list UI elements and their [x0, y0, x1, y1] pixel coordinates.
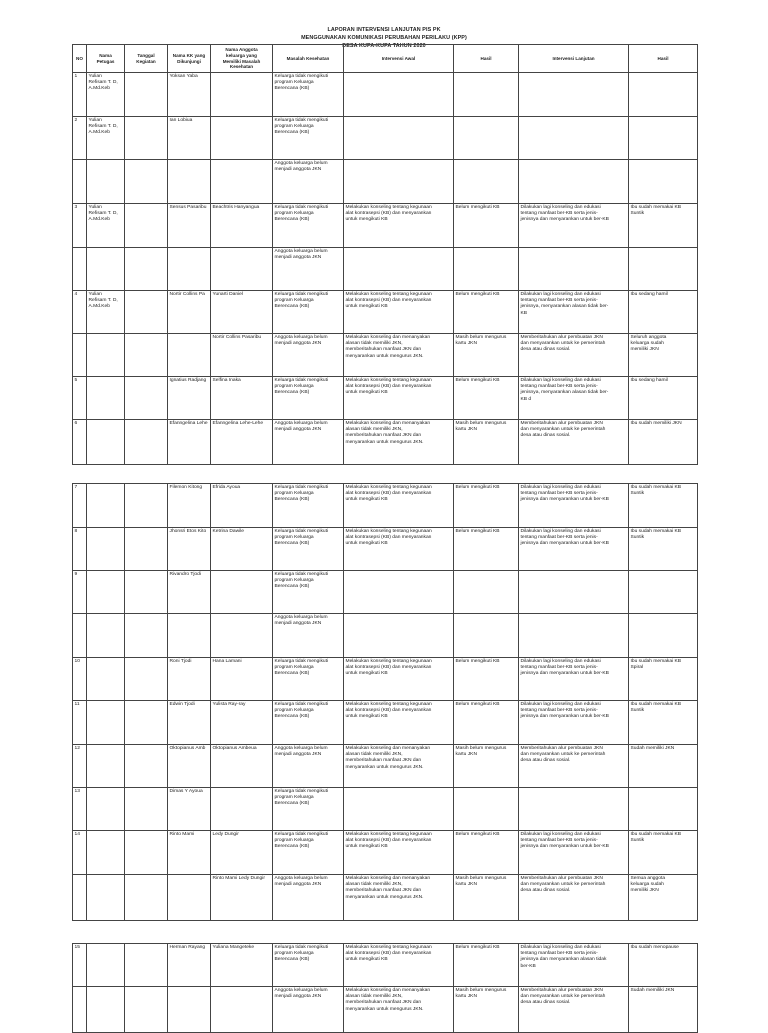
- cell-tanggal: [125, 160, 168, 204]
- cell-kk-name: Edwin Tjodi: [168, 701, 211, 745]
- cell-initial-intervention: Melakukan konseling tentang kegunaan alat kontrasepsi (KB) dan menyarankan untuk mengikuti KB: [344, 831, 454, 875]
- cell-followup-result: Ibu sudah memiliki JKN: [629, 420, 698, 465]
- cell-initial-result: Belum mengikuti KB: [454, 484, 519, 528]
- cell-health-problem: Keluarga tidak mengikuti program Keluarga Berencana (KB): [273, 291, 344, 334]
- cell-health-problem: Anggota keluarga belum menjadi anggota JKN: [273, 160, 344, 204]
- table-header-row: [73, 45, 698, 73]
- cell-member-name: Ketrina Dawile: [211, 528, 273, 571]
- cell-tanggal: [125, 73, 168, 117]
- cell-initial-intervention: Melakukan konseling tentang kegunaan alat kontrasepsi (KB) dan menyarankan untuk mengikuti KB: [344, 658, 454, 701]
- cell-tanggal: [125, 377, 168, 420]
- table-row: [73, 377, 698, 420]
- table-row: [73, 73, 698, 117]
- cell-no: [73, 875, 87, 921]
- table-row: [73, 248, 698, 291]
- cell-initial-result: Masih belum mengurus kartu JKN: [454, 875, 519, 921]
- cell-member-name: [211, 117, 273, 160]
- cell-followup-result: Sudah memiliki JKN: [629, 745, 698, 788]
- cell-no: 1: [73, 73, 87, 117]
- cell-followup-result: Ibu sudah memakai KB Suntik: [629, 701, 698, 745]
- cell-no: 6: [73, 420, 87, 465]
- report-table-page-1: [72, 44, 698, 465]
- cell-initial-intervention: [344, 117, 454, 160]
- cell-no: 7: [73, 484, 87, 528]
- cell-no: 9: [73, 571, 87, 614]
- header-kk-name: Nama KK yang Dikunjungi: [168, 45, 211, 73]
- cell-followup-intervention: [519, 160, 629, 204]
- cell-initial-result: [454, 571, 519, 614]
- cell-member-name: [211, 987, 273, 1033]
- table-row: [73, 528, 698, 571]
- cell-member-name: Beachtris Hanyangua: [211, 204, 273, 248]
- cell-no: [73, 160, 87, 204]
- cell-initial-intervention: Melakukan konseling dan menanyakan alasan tidak memiliki JKN, memberitahukan manfaat JKN dan menyarankan untuk mengurus JKN.: [344, 875, 454, 921]
- cell-initial-intervention: Melakukan konseling dan menanyakan alasan tidak memiliki JKN, memberitahukan manfaat JKN dan menyarankan untuk mengurus JKN.: [344, 745, 454, 788]
- cell-member-name: [211, 788, 273, 831]
- cell-tanggal: [125, 701, 168, 745]
- cell-kk-name: Rivandro Tjodi: [168, 571, 211, 614]
- cell-petugas: [87, 987, 125, 1033]
- report-title-line3: DESA KUPA-KUPA TAHUN 2020: [342, 43, 426, 49]
- cell-health-problem: Keluarga tidak mengikuti program Keluarga Berencana (KB): [273, 377, 344, 420]
- cell-petugas: [87, 875, 125, 921]
- table-row: [73, 701, 698, 745]
- cell-health-problem: Keluarga tidak mengikuti program Keluarga Berencana (KB): [273, 944, 344, 987]
- cell-followup-intervention: Memberitahukan alur pembuatan JKN dan menyarankan untuk ke pemerintah desa atau dinas sosial.: [519, 987, 629, 1033]
- cell-petugas: Yulian Refisam T. D, A.Md.Keb: [87, 73, 125, 117]
- cell-petugas: [87, 248, 125, 291]
- cell-health-problem: Keluarga tidak mengikuti program Keluarga Berencana (KB): [273, 484, 344, 528]
- cell-initial-intervention: Melakukan konseling tentang kegunaan alat kontrasepsi (KB) dan menyarankan untuk mengikuti KB: [344, 701, 454, 745]
- cell-petugas: Yulian Refisam T. D, A.Md.Keb: [87, 204, 125, 248]
- cell-member-name: Efrida Ayoua: [211, 484, 273, 528]
- cell-followup-result: Ibu sudah memakai KB Spiral: [629, 658, 698, 701]
- table-row: [73, 944, 698, 987]
- cell-petugas: Yulian Refisam T. D, A.Md.Keb: [87, 117, 125, 160]
- cell-tanggal: [125, 875, 168, 921]
- cell-followup-result: [629, 614, 698, 658]
- cell-petugas: [87, 160, 125, 204]
- cell-no: [73, 248, 87, 291]
- cell-tanggal: [125, 745, 168, 788]
- cell-initial-result: Belum mengikuti KB: [454, 944, 519, 987]
- cell-followup-intervention: Dilakukan lagi konseling dan edukasi tentang manfaat ber-KB serta jenis- jenisnya dan menyarankan untuk ber-KB: [519, 484, 629, 528]
- cell-member-name: Yulista Ray-ray: [211, 701, 273, 745]
- table-row: [73, 204, 698, 248]
- cell-no: 13: [73, 788, 87, 831]
- header-tanggal: Tanggal Kegiatan: [125, 45, 168, 73]
- cell-health-problem: Anggota keluarga belum menjadi anggota JKN: [273, 987, 344, 1033]
- cell-kk-name: Rinto Mami: [168, 831, 211, 875]
- cell-kk-name: Efanngelina Lehe: [168, 420, 211, 465]
- cell-kk-name: [168, 160, 211, 204]
- cell-petugas: [87, 528, 125, 571]
- cell-initial-result: [454, 248, 519, 291]
- cell-followup-intervention: Dilakukan lagi konseling dan edukasi tentang manfaat ber-KB serta jenis- jenisnya dan menyarankan untuk ber-KB: [519, 528, 629, 571]
- cell-followup-intervention: Memberitahukan alur pembuatan JKN dan menyarankan untuk ke pemerintah desa atau dinas sosial.: [519, 745, 629, 788]
- cell-tanggal: [125, 117, 168, 160]
- cell-followup-result: Ibu sedang hamil: [629, 291, 698, 334]
- cell-followup-result: Semua anggota keluarga sudah memiliki JKN: [629, 875, 698, 921]
- cell-tanggal: [125, 571, 168, 614]
- cell-no: 2: [73, 117, 87, 160]
- cell-followup-result: Ibu sudah memakai KB Suntik: [629, 484, 698, 528]
- cell-initial-result: Masih belum mengurus kartu JKN: [454, 420, 519, 465]
- table-row: [73, 160, 698, 204]
- cell-petugas: [87, 788, 125, 831]
- cell-no: [73, 334, 87, 377]
- cell-followup-result: [629, 117, 698, 160]
- cell-initial-intervention: [344, 160, 454, 204]
- cell-followup-intervention: [519, 248, 629, 291]
- cell-tanggal: [125, 204, 168, 248]
- cell-no: 10: [73, 658, 87, 701]
- cell-initial-result: Masih belum mengurus kartu JKN: [454, 987, 519, 1033]
- cell-petugas: [87, 484, 125, 528]
- cell-followup-result: [629, 160, 698, 204]
- cell-initial-result: Belum mengikuti KB: [454, 377, 519, 420]
- table-row: [73, 658, 698, 701]
- cell-followup-intervention: Dilakukan lagi konseling dan edukasi tentang manfaat ber-KB serta jenis- jenisnya, menyarankan alasan tidak ber- KB: [519, 291, 629, 334]
- cell-health-problem: Anggota keluarga belum menjadi anggota JKN: [273, 745, 344, 788]
- cell-tanggal: [125, 484, 168, 528]
- cell-tanggal: [125, 614, 168, 658]
- cell-followup-result: [629, 788, 698, 831]
- cell-initial-intervention: Melakukan konseling tentang kegunaan alat kontrasepsi (KB) dan menyarankan untuk mengikuti KB: [344, 528, 454, 571]
- cell-petugas: [87, 701, 125, 745]
- table-row: [73, 875, 698, 921]
- cell-initial-intervention: Melakukan konseling tentang kegunaan alat kontrasepsi (KB) dan menyarankan untuk mengikuti KB: [344, 204, 454, 248]
- cell-initial-result: Belum mengikuti KB: [454, 701, 519, 745]
- cell-member-name: Ledy Dungir: [211, 831, 273, 875]
- cell-initial-result: [454, 117, 519, 160]
- cell-followup-intervention: [519, 73, 629, 117]
- cell-health-problem: Keluarga tidak mengikuti program Keluarga Berencana (KB): [273, 204, 344, 248]
- cell-initial-result: [454, 614, 519, 658]
- cell-initial-result: Belum mengikuti KB: [454, 528, 519, 571]
- report-title-line2: MENGGUNAKAN KOMUNIKASI PERUBAHAN PERILAKU (KPP): [301, 35, 467, 41]
- report-title-line1: LAPORAN INTERVENSI LANJUTAN PIS PK: [327, 27, 441, 33]
- cell-kk-name: [168, 334, 211, 377]
- cell-health-problem: Keluarga tidak mengikuti program Keluarga Berencana (KB): [273, 701, 344, 745]
- cell-followup-intervention: Memberitahukan alur pembuatan JKN dan menyarankan untuk ke pemerintah desa atau dinas sosial.: [519, 334, 629, 377]
- cell-member-name: Yunarti Daniel: [211, 291, 273, 334]
- cell-health-problem: Anggota keluarga belum menjadi anggota JKN: [273, 334, 344, 377]
- cell-kk-name: Yoksan Yaba: [168, 73, 211, 117]
- cell-member-name: Hana Lamani: [211, 658, 273, 701]
- cell-kk-name: [168, 614, 211, 658]
- cell-followup-intervention: Dilakukan lagi konseling dan edukasi tentang manfaat ber-KB serta jenis- jenisnya, menyarankan alasan tidak ber- KB d: [519, 377, 629, 420]
- cell-petugas: [87, 745, 125, 788]
- header-initial-intervention: Intervensi Awal: [344, 45, 454, 73]
- cell-followup-intervention: [519, 117, 629, 160]
- table-row: [73, 117, 698, 160]
- cell-tanggal: [125, 944, 168, 987]
- cell-initial-result: Belum mengikuti KB: [454, 831, 519, 875]
- cell-health-problem: Keluarga tidak mengikuti program Keluarga Berencana (KB): [273, 788, 344, 831]
- header-health-problem: Masalah Kesehatan: [273, 45, 344, 73]
- cell-tanggal: [125, 334, 168, 377]
- cell-member-name: Rinto Mami Ledy Dungir: [211, 875, 273, 921]
- cell-initial-result: Belum mengikuti KB: [454, 658, 519, 701]
- cell-health-problem: Keluarga tidak mengikuti program Keluarga Berencana (KB): [273, 571, 344, 614]
- cell-initial-result: Belum mengikuti KB: [454, 204, 519, 248]
- cell-followup-intervention: [519, 571, 629, 614]
- cell-health-problem: Keluarga tidak mengikuti program Keluarga Berencana (KB): [273, 528, 344, 571]
- cell-petugas: [87, 420, 125, 465]
- cell-followup-result: [629, 248, 698, 291]
- cell-kk-name: Ian Lobiua: [168, 117, 211, 160]
- cell-no: 12: [73, 745, 87, 788]
- cell-member-name: Yuliana Mangeteke: [211, 944, 273, 987]
- cell-member-name: [211, 614, 273, 658]
- cell-followup-result: Ibu sudah memakai KB Suntik: [629, 831, 698, 875]
- cell-initial-intervention: Melakukan konseling dan menanyakan alasan tidak memiliki JKN, memberitahukan manfaat JKN dan menyarankan untuk mengurus JKN.: [344, 334, 454, 377]
- cell-followup-intervention: Memberitahukan alur pembuatan JKN dan menyarankan untuk ke pemerintah desa atau dinas sosial.: [519, 420, 629, 465]
- cell-no: [73, 614, 87, 658]
- cell-health-problem: Anggota keluarga belum menjadi anggota JKN: [273, 614, 344, 658]
- header-member-name: Nama Anggota keluarga yang Memiliki Masalah Kesehatan: [211, 45, 273, 73]
- report-table-page-2: [72, 483, 698, 921]
- cell-initial-intervention: Melakukan konseling dan menanyakan alasan tidak memiliki JKN, memberitahukan manfaat JKN dan menyarankan untuk mengurus JKN.: [344, 420, 454, 465]
- cell-followup-intervention: Dilakukan lagi konseling dan edukasi tentang manfaat ber-KB serta jenis- jenisnya dan menyarankan untuk ber-KB: [519, 658, 629, 701]
- cell-initial-result: [454, 788, 519, 831]
- cell-initial-intervention: [344, 788, 454, 831]
- cell-kk-name: Herman Rayang: [168, 944, 211, 987]
- cell-health-problem: Keluarga tidak mengikuti program Keluarga Berencana (KB): [273, 117, 344, 160]
- cell-health-problem: Keluarga tidak mengikuti program Keluarga Berencana (KB): [273, 73, 344, 117]
- cell-kk-name: Roni Tjodi: [168, 658, 211, 701]
- cell-kk-name: Dimas Y Ayoua: [168, 788, 211, 831]
- cell-followup-result: [629, 571, 698, 614]
- cell-initial-result: Masih belum mengurus kartu JKN: [454, 334, 519, 377]
- cell-initial-result: Masih belum mengurus kartu JKN: [454, 745, 519, 788]
- cell-member-name: [211, 73, 273, 117]
- cell-kk-name: Jhonsri Etos Kito: [168, 528, 211, 571]
- cell-no: 4: [73, 291, 87, 334]
- cell-member-name: Selfina Inaka: [211, 377, 273, 420]
- table-row: [73, 987, 698, 1033]
- header-petugas: Nama Petugas: [87, 45, 125, 73]
- cell-petugas: [87, 377, 125, 420]
- cell-no: 14: [73, 831, 87, 875]
- table-row: [73, 788, 698, 831]
- cell-initial-result: Belum mengikuti KB: [454, 291, 519, 334]
- cell-kk-name: Nortir Collins Pa: [168, 291, 211, 334]
- cell-no: 11: [73, 701, 87, 745]
- cell-initial-intervention: Melakukan konseling dan menanyakan alasan tidak memiliki JKN, memberitahukan manfaat JKN dan menyarankan untuk mengurus JKN.: [344, 987, 454, 1033]
- table-row: [73, 614, 698, 658]
- cell-initial-intervention: [344, 73, 454, 117]
- cell-followup-result: Ibu sudah memakai KB Suntik: [629, 528, 698, 571]
- cell-kk-name: [168, 875, 211, 921]
- table-row: [73, 484, 698, 528]
- cell-followup-result: Sudah memiliki JKN: [629, 987, 698, 1033]
- cell-tanggal: [125, 420, 168, 465]
- cell-petugas: Yulian Refisam T. D, A.Md.Keb: [87, 291, 125, 334]
- header-no: NO: [73, 45, 87, 73]
- cell-health-problem: Anggota keluarga belum menjadi anggota JKN: [273, 420, 344, 465]
- cell-followup-intervention: [519, 614, 629, 658]
- cell-health-problem: Keluarga tidak mengikuti program Keluarga Berencana (KB): [273, 658, 344, 701]
- cell-no: 8: [73, 528, 87, 571]
- cell-tanggal: [125, 788, 168, 831]
- cell-petugas: [87, 944, 125, 987]
- report-table-page-3: [72, 943, 698, 1033]
- cell-followup-intervention: Dilakukan lagi konseling dan edukasi tentang manfaat ber-KB serta jenis- jenisnya dan menyarankan untuk ber-KB: [519, 831, 629, 875]
- cell-health-problem: Keluarga tidak mengikuti program Keluarga Berencana (KB): [273, 831, 344, 875]
- cell-tanggal: [125, 528, 168, 571]
- cell-tanggal: [125, 291, 168, 334]
- cell-health-problem: Anggota keluarga belum menjadi anggota JKN: [273, 875, 344, 921]
- cell-kk-name: [168, 248, 211, 291]
- cell-member-name: [211, 160, 273, 204]
- cell-no: 3: [73, 204, 87, 248]
- cell-followup-intervention: Dilakukan lagi konseling dan edukasi tentang manfaat ber-KB serta jenis- jenisnya dan menyarankan alasan tidak ber-KB: [519, 944, 629, 987]
- table-row: [73, 831, 698, 875]
- cell-followup-result: [629, 73, 698, 117]
- header-initial-result: Hasil: [454, 45, 519, 73]
- cell-kk-name: [168, 987, 211, 1033]
- cell-member-name: Oktopianus Ambeua: [211, 745, 273, 788]
- header-followup-result: Hasil: [629, 45, 698, 73]
- cell-followup-result: Ibu sedang hamil: [629, 377, 698, 420]
- cell-tanggal: [125, 831, 168, 875]
- cell-initial-intervention: [344, 614, 454, 658]
- cell-health-problem: Anggota keluarga belum menjadi anggota JKN: [273, 248, 344, 291]
- cell-no: [73, 987, 87, 1033]
- cell-initial-intervention: Melakukan konseling tentang kegunaan alat kontrasepsi (KB) dan menyarankan untuk mengikuti KB: [344, 484, 454, 528]
- cell-tanggal: [125, 248, 168, 291]
- cell-member-name: [211, 248, 273, 291]
- table-row: [73, 420, 698, 465]
- cell-no: 15: [73, 944, 87, 987]
- cell-followup-intervention: Memberitahukan alur pembuatan JKN dan menyarankan untuk ke pemerintah desa atau dinas sosial.: [519, 875, 629, 921]
- cell-followup-result: Seluruh anggota keluarga sudah memiliki JKN: [629, 334, 698, 377]
- cell-initial-result: [454, 73, 519, 117]
- cell-petugas: [87, 831, 125, 875]
- cell-initial-intervention: [344, 571, 454, 614]
- cell-initial-result: [454, 160, 519, 204]
- cell-initial-intervention: [344, 248, 454, 291]
- cell-kk-name: Oktopianus Amb: [168, 745, 211, 788]
- table-row: [73, 571, 698, 614]
- cell-petugas: [87, 334, 125, 377]
- cell-member-name: [211, 571, 273, 614]
- cell-petugas: [87, 571, 125, 614]
- cell-initial-intervention: Melakukan konseling tentang kegunaan alat kontrasepsi (KB) dan menyarankan untuk mengikuti KB: [344, 377, 454, 420]
- cell-followup-intervention: Dilakukan lagi konseling dan edukasi tentang manfaat ber-KB serta jenis- jenisnya dan menyarankan untuk ber-KB: [519, 701, 629, 745]
- cell-followup-result: Ibu sudah memakai KB Suntik: [629, 204, 698, 248]
- table-row: [73, 745, 698, 788]
- cell-followup-intervention: Dilakukan lagi konseling dan edukasi tentang manfaat ber-KB serta jenis- jenisnya dan menyarankan untuk ber-KB: [519, 204, 629, 248]
- table-row: [73, 334, 698, 377]
- cell-tanggal: [125, 658, 168, 701]
- cell-no: 5: [73, 377, 87, 420]
- cell-tanggal: [125, 987, 168, 1033]
- cell-petugas: [87, 658, 125, 701]
- cell-followup-intervention: [519, 788, 629, 831]
- cell-member-name: Nortir Collins Pasaribu: [211, 334, 273, 377]
- table-row: [73, 291, 698, 334]
- cell-kk-name: Sensus Pasaribu: [168, 204, 211, 248]
- cell-followup-result: Ibu sudah menopause: [629, 944, 698, 987]
- header-followup-intervention: Intervensi Lanjutan: [519, 45, 629, 73]
- cell-petugas: [87, 614, 125, 658]
- cell-initial-intervention: Melakukan konseling tentang kegunaan alat kontrasepsi (KB) dan menyarankan untuk mengikuti KB: [344, 944, 454, 987]
- cell-kk-name: Ignatius Radjang: [168, 377, 211, 420]
- cell-initial-intervention: Melakukan konseling tentang kegunaan alat kontrasepsi (KB) dan menyarankan untuk mengikuti KB: [344, 291, 454, 334]
- cell-kk-name: Filemon Kitong: [168, 484, 211, 528]
- cell-member-name: Efanngelina Lehe-Lehe: [211, 420, 273, 465]
